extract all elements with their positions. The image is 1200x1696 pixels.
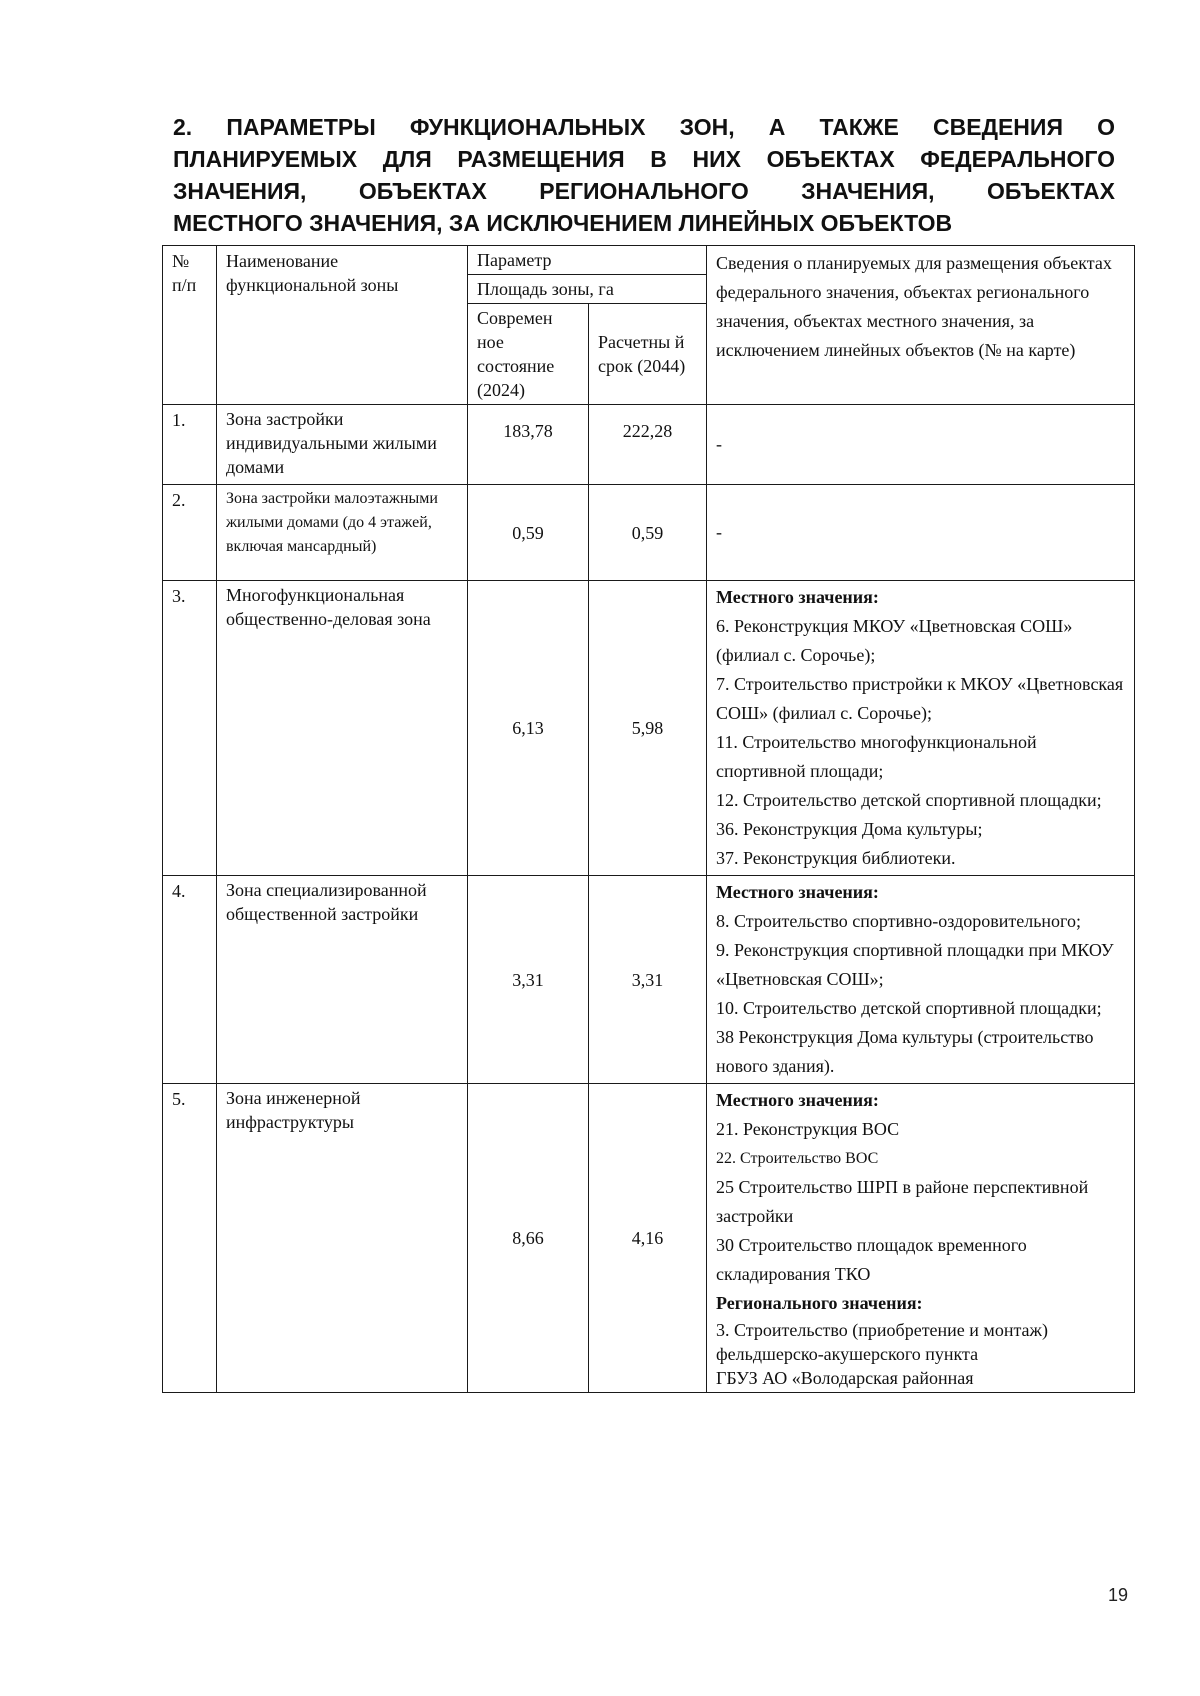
row-planned-objects [707, 1084, 1135, 1393]
table-row [163, 876, 1135, 1084]
info-line: 30 Строительство площадок временного складирования ТКО [716, 1235, 1027, 1284]
row-area-current: 6,13 [468, 581, 589, 876]
row-zone-name: Зона застройки индивидуальными жилыми домами [217, 405, 468, 485]
info-line: 8. Строительство спортивно-оздоровительного; [716, 911, 1081, 931]
row-zone-name: Многофункциональная общественно-деловая зона [217, 581, 468, 876]
info-line: 12. Строительство детской спортивной площадки; [716, 790, 1102, 810]
info-heading: Местного значения: [716, 587, 879, 607]
info-line: 36. Реконструкция Дома культуры; [716, 819, 983, 839]
info-heading: Местного значения: [716, 1090, 879, 1110]
info-line: 37. Реконструкция библиотеки. [716, 848, 956, 868]
header-zone-name: Наименование функциональной зоны [217, 246, 468, 405]
row-num: 3. [163, 581, 217, 876]
header-zone-area: Площадь зоны, га [468, 275, 707, 304]
info-line: 10. Строительство детской спортивной площадки; [716, 998, 1102, 1018]
section-heading [173, 111, 1115, 239]
row-zone-name: Зона застройки малоэтажными жилыми домами (до 4 этажей, включая мансардный) [217, 485, 468, 581]
info-line: 9. Реконструкция спортивной площадки при МКОУ «Цветновская СОШ»; [716, 940, 1114, 989]
row-zone-name: Зона специализированной общественной застройки [217, 876, 468, 1084]
info-line: 21. Реконструкция ВОС [716, 1119, 900, 1139]
info-line: 22. Строительство ВОС [716, 1150, 879, 1167]
table-row [163, 1084, 1135, 1393]
header-parameter: Параметр [468, 246, 707, 275]
info-line: - [716, 434, 723, 454]
page-number: 19 [1107, 1585, 1128, 1605]
info-heading: Регионального значения: [716, 1293, 923, 1313]
row-area-current: 3,31 [468, 876, 589, 1084]
table-row [163, 581, 1135, 876]
row-area-planned: 3,31 [589, 876, 707, 1084]
heading-line-3: ЗНАЧЕНИЯ, ОБЪЕКТАХ РЕГИОНАЛЬНОГО ЗНАЧЕНИЯ, ОБЪЕКТАХ [173, 178, 1115, 204]
row-num: 5. [163, 1084, 217, 1393]
row-area-current: 183,78 [468, 405, 589, 485]
table-row [163, 485, 1135, 581]
info-line: 11. Строительство многофункциональной спортивной площади; [716, 732, 1037, 781]
row-num: 4. [163, 876, 217, 1084]
row-planned-objects [707, 405, 1135, 485]
header-num: № п/п [163, 246, 217, 405]
row-planned-objects [707, 581, 1135, 876]
zones-table [162, 245, 1135, 1393]
info-line: - [716, 522, 723, 542]
info-line: 7. Строительство пристройки к МКОУ «Цветновская СОШ» (филиал с. Сорочье); [716, 674, 1124, 723]
header-planned-objects: Сведения о планируемых для размещения объектах федерального значения, объектах регионального значения, объектах местного значения, за исключением линейных объектов (№ на карте) [707, 246, 1135, 405]
heading-line-2: ПЛАНИРУЕМЫХ ДЛЯ РАЗМЕЩЕНИЯ В НИХ ОБЪЕКТАХ ФЕДЕРАЛЬНОГО [173, 146, 1115, 172]
header-current-state: Современ ное состояние (2024) [468, 304, 589, 405]
heading-line-1: 2. ПАРАМЕТРЫ ФУНКЦИОНАЛЬНЫХ ЗОН, А ТАКЖЕ СВЕДЕНИЯ О [173, 114, 1115, 140]
info-line: 6. Реконструкция МКОУ «Цветновская СОШ» (филиал с. Сорочье); [716, 616, 1073, 665]
heading-line-4: МЕСТНОГО ЗНАЧЕНИЯ, ЗА ИСКЛЮЧЕНИЕМ ЛИНЕЙНЫХ ОБЪЕКТОВ [173, 210, 953, 236]
info-line: 25 Строительство ШРП в районе перспективной застройки [716, 1177, 1089, 1226]
row-area-planned: 222,28 [589, 405, 707, 485]
row-planned-objects [707, 485, 1135, 581]
info-line: 38 Реконструкция Дома культуры (строительство нового здания). [716, 1027, 1094, 1076]
row-area-planned: 4,16 [589, 1084, 707, 1393]
table-header-row [163, 246, 1135, 275]
header-planned-term: Расчетны й срок (2044) [589, 304, 707, 405]
row-num: 2. [163, 485, 217, 581]
row-area-planned: 0,59 [589, 485, 707, 581]
info-line: ГБУЗ АО «Володарская районная [716, 1368, 974, 1388]
row-planned-objects [707, 876, 1135, 1084]
table-row [163, 405, 1135, 485]
info-heading: Местного значения: [716, 882, 879, 902]
row-num: 1. [163, 405, 217, 485]
row-area-current: 8,66 [468, 1084, 589, 1393]
row-area-current: 0,59 [468, 485, 589, 581]
info-line: 3. Строительство (приобретение и монтаж) фельдшерско-акушерского пункта [716, 1320, 1048, 1364]
row-zone-name: Зона инженерной инфраструктуры [217, 1084, 468, 1393]
row-area-planned: 5,98 [589, 581, 707, 876]
